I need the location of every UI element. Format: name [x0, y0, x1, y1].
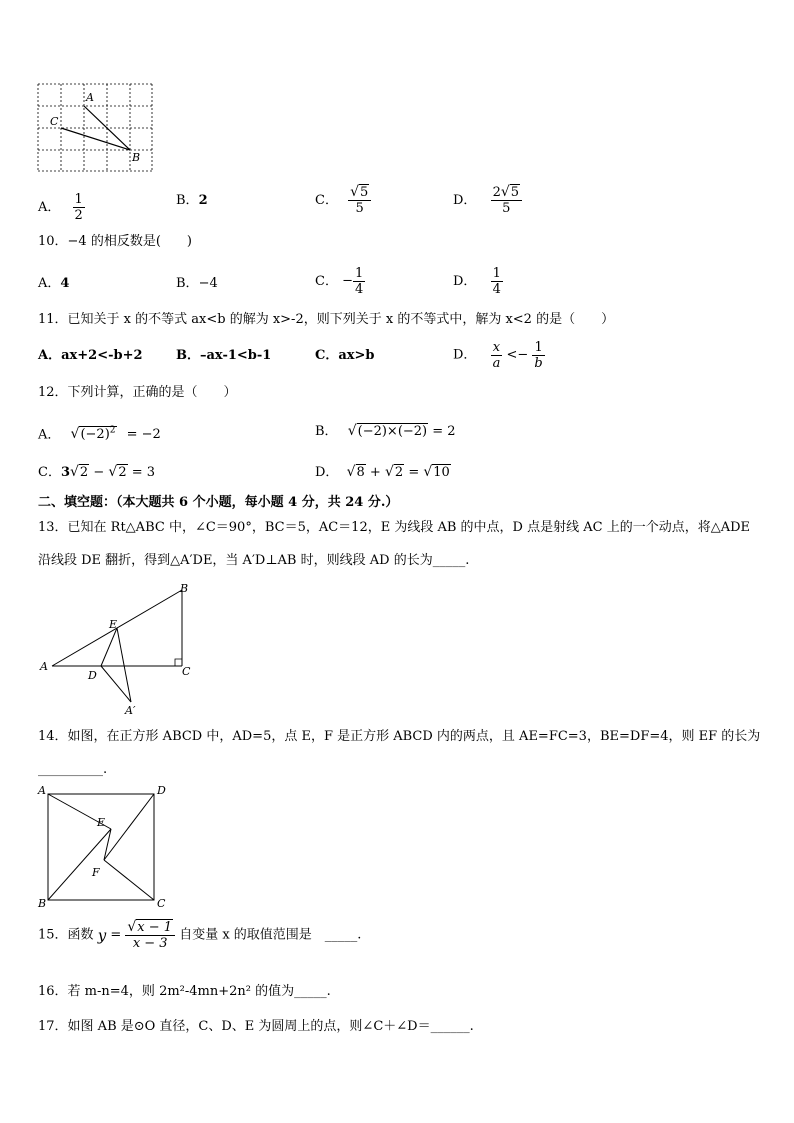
q14-label-f: F — [92, 866, 100, 879]
q16-text: 16．若 m-n=4，则 2m²-4mn+2n² 的值为_____. — [38, 984, 331, 999]
q14-label-a: A — [38, 784, 46, 797]
q9-label-c: C — [50, 115, 59, 128]
q13-label-d: D — [88, 669, 97, 682]
q12-option-b[interactable]: B． √(−2)×(−2) = 2 — [315, 423, 456, 439]
q10-option-d[interactable]: D． $\frac{1}{4}$ — [453, 266, 501, 297]
q12-option-d[interactable]: D． √8 + √2 = √10 — [315, 464, 450, 480]
q14-label-e: E — [97, 816, 106, 829]
q14-text-line2: __________. — [38, 762, 108, 777]
q14-label-c: C — [157, 897, 166, 910]
q11-option-a[interactable]: A．ax+2<-b+2 — [38, 348, 143, 363]
q13-label-a-prime: A′ — [125, 704, 136, 717]
q10-option-c[interactable]: C． − $\frac{1}{4}$ — [315, 266, 364, 297]
q9-grid-figure — [36, 82, 156, 174]
q11-option-d[interactable]: D． $\frac{x}{a}$ <− $\frac{1}{b}$ — [453, 340, 543, 371]
q11-option-b[interactable]: B．–ax-1<b-1 — [176, 348, 272, 363]
q11-option-c[interactable]: C．ax>b — [315, 348, 375, 363]
q9-option-a[interactable]: A． $\frac{1}{2}$ — [38, 192, 83, 223]
q15-text: 15．函数 y = $\frac{√x - 1}{x - 3}$ 自变量 x 的取值范围是 _____. — [38, 919, 362, 951]
q12-stem: 12．下列计算，正确的是（ ） — [38, 385, 237, 400]
q9-label-a: A — [86, 91, 94, 104]
q14-text-line1: 14．如图，在正方形 ABCD 中，AD=5，点 E，F 是正方形 ABCD 内的两点，且 AE=FC=3，BE=DF=4，则 EF 的长为 — [38, 729, 761, 744]
q13-text-line1: 13．已知在 Rt△ABC 中，∠C＝90°，BC＝5，AC＝12，E 为线段 AB 的中点，D 点是射线 AC 上的一个动点，将△ADE — [38, 520, 750, 535]
q10-stem: 10．−4 的相反数是( ) — [38, 234, 192, 249]
q9-option-c[interactable]: C． $\frac{√5}{5}$ — [315, 185, 371, 216]
q17-text: 17．如图 AB 是⊙O 直径，C、D、E 为圆周上的点，则∠C＋∠D＝______. — [38, 1019, 474, 1034]
q12-option-c[interactable]: C．3√2 − √2 = 3 — [38, 464, 156, 480]
q13-label-a: A — [40, 660, 48, 673]
q10-option-b[interactable]: B．−4 — [176, 276, 218, 291]
q14-label-d: D — [157, 784, 166, 797]
section-fill-in-heading: 二、填空题：（本大题共 6 个小题，每小题 4 分，共 24 分.） — [38, 495, 399, 510]
q13-label-c: C — [182, 665, 191, 678]
q14-label-b: B — [38, 897, 47, 910]
q13-text-line2: 沿线段 DE 翻折，得到△A′DE，当 A′D⊥AB 时，则线段 AD 的长为_____. — [38, 553, 470, 568]
q11-stem: 11．已知关于 x 的不等式 ax<b 的解为 x>-2，则下列关于 x 的不等式中，解为 x<2 的是（ ） — [38, 312, 615, 327]
q9-option-d[interactable]: D． $\frac{2√5}{5}$ — [453, 185, 522, 216]
q9-option-b[interactable]: B．2 — [176, 193, 208, 208]
q13-label-e: E — [109, 618, 118, 631]
q13-label-b: B — [180, 582, 189, 595]
q13-figure — [36, 580, 206, 720]
q9-label-b: B — [132, 151, 141, 164]
q14-square-figure — [34, 780, 174, 910]
q10-option-a[interactable]: A．4 — [38, 276, 70, 291]
q12-option-a[interactable]: A． $√(-2)^2 = -2$ — [38, 426, 161, 443]
